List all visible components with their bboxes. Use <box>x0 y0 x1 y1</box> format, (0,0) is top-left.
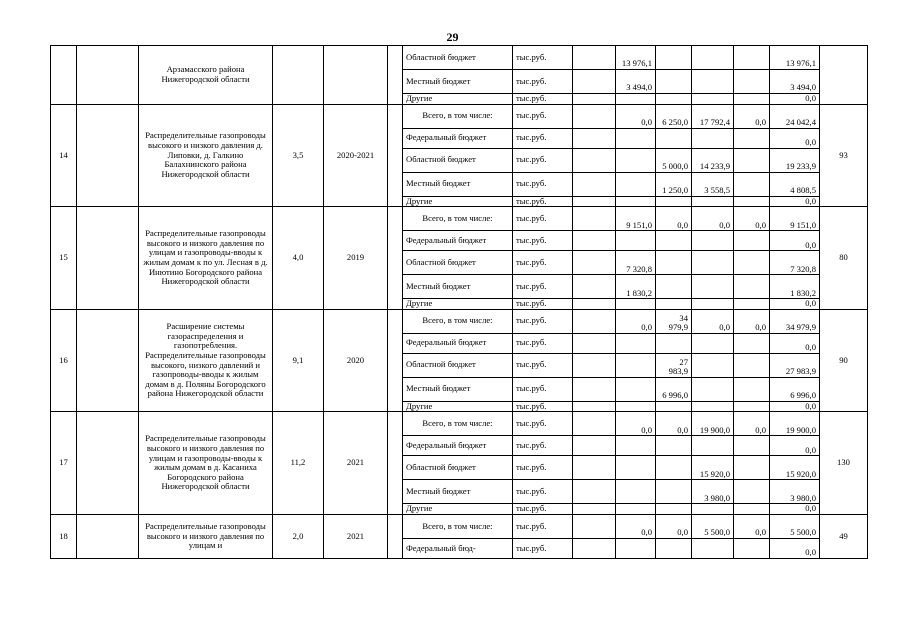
object-description: Распределительные газопроводы высокого и низкого давления д. Липовки, д. Галкино Балахнинского района Нижегородской области <box>139 104 273 207</box>
value-2022 <box>734 377 770 401</box>
row-number: 14 <box>51 104 77 207</box>
row-number: 17 <box>51 412 77 515</box>
value-total: 19 233,9 <box>770 148 820 172</box>
value-2018 <box>573 104 616 128</box>
unit-cell: тыс.руб. <box>513 456 573 480</box>
funding-source: Всего, в том числе: <box>403 309 513 333</box>
funding-source: Всего, в том числе: <box>403 514 513 538</box>
value-2018 <box>573 436 616 456</box>
value-2021 <box>692 299 734 310</box>
funding-source: Областной бюджет <box>403 148 513 172</box>
value-2019 <box>616 196 656 207</box>
unit-cell: тыс.руб. <box>513 104 573 128</box>
table-row <box>51 309 868 333</box>
empty-cell <box>77 46 139 105</box>
value-2019 <box>616 94 656 105</box>
value-2022 <box>734 299 770 310</box>
value-2021: 19 900,0 <box>692 412 734 436</box>
funding-source: Другие <box>403 504 513 515</box>
value-2022: 0,0 <box>734 514 770 538</box>
funding-source: Всего, в том числе: <box>403 207 513 231</box>
value-total: 0,0 <box>770 196 820 207</box>
value-total: 6 996,0 <box>770 377 820 401</box>
row-number: 15 <box>51 207 77 310</box>
value-2020 <box>656 128 692 148</box>
construction-years: 2020 <box>324 309 388 412</box>
unit-cell: тыс.руб. <box>513 70 573 94</box>
value-2019: 13 976,1 <box>616 46 656 70</box>
funding-source: Всего, в том числе: <box>403 412 513 436</box>
pipeline-length: 2,0 <box>273 514 324 558</box>
value-total: 3 980,0 <box>770 480 820 504</box>
unit-cell: тыс.руб. <box>513 412 573 436</box>
value-2020 <box>656 436 692 456</box>
value-2022 <box>734 401 770 412</box>
row-number: 18 <box>51 514 77 558</box>
value-2021 <box>692 46 734 70</box>
funding-source: Всего, в том числе: <box>403 104 513 128</box>
table-row <box>51 207 868 231</box>
spacer-cell <box>388 514 403 558</box>
value-2021 <box>692 196 734 207</box>
construction-years: 2019 <box>324 207 388 310</box>
value-total: 0,0 <box>770 94 820 105</box>
funding-source: Областной бюджет <box>403 456 513 480</box>
value-2018 <box>573 275 616 299</box>
value-2021 <box>692 333 734 353</box>
value-2022 <box>734 480 770 504</box>
value-2021 <box>692 128 734 148</box>
value-2021: 14 233,9 <box>692 148 734 172</box>
value-2019 <box>616 538 656 558</box>
funding-source: Другие <box>403 401 513 412</box>
value-2018 <box>573 538 616 558</box>
funding-source: Областной бюджет <box>403 46 513 70</box>
pipeline-length: 11,2 <box>273 412 324 515</box>
value-total: 0,0 <box>770 333 820 353</box>
value-2020: 0,0 <box>656 412 692 436</box>
value-2019 <box>616 480 656 504</box>
value-2020 <box>656 538 692 558</box>
value-2021: 0,0 <box>692 207 734 231</box>
value-2018 <box>573 377 616 401</box>
value-2019 <box>616 231 656 251</box>
empty-cell <box>77 514 139 558</box>
value-2019 <box>616 299 656 310</box>
table-row <box>51 412 868 436</box>
value-total: 4 808,5 <box>770 172 820 196</box>
connected-count: 80 <box>820 207 868 310</box>
value-total: 0,0 <box>770 504 820 515</box>
value-2020 <box>656 231 692 251</box>
value-2020 <box>656 333 692 353</box>
value-2019 <box>616 377 656 401</box>
value-2020 <box>656 46 692 70</box>
unit-cell: тыс.руб. <box>513 275 573 299</box>
unit-cell: тыс.руб. <box>513 480 573 504</box>
connected-count: 130 <box>820 412 868 515</box>
construction-years: 2021 <box>324 514 388 558</box>
value-2022 <box>734 70 770 94</box>
unit-cell: тыс.руб. <box>513 401 573 412</box>
value-2022 <box>734 275 770 299</box>
value-2022: 0,0 <box>734 104 770 128</box>
spacer-cell <box>388 412 403 515</box>
connected-count: 49 <box>820 514 868 558</box>
value-2021 <box>692 504 734 515</box>
value-2021: 3 558,5 <box>692 172 734 196</box>
unit-cell: тыс.руб. <box>513 504 573 515</box>
funding-source: Другие <box>403 94 513 105</box>
value-2018 <box>573 299 616 310</box>
unit-cell: тыс.руб. <box>513 196 573 207</box>
value-2022 <box>734 504 770 515</box>
value-2022 <box>734 251 770 275</box>
budget-table <box>50 45 868 559</box>
connected-count: 93 <box>820 104 868 207</box>
object-description: Арзамасского района Нижегородской области <box>139 46 273 105</box>
value-2021: 17 792,4 <box>692 104 734 128</box>
value-2019: 0,0 <box>616 104 656 128</box>
unit-cell: тыс.руб. <box>513 128 573 148</box>
connected-count: 90 <box>820 309 868 412</box>
value-2018 <box>573 128 616 148</box>
value-2018 <box>573 333 616 353</box>
object-description: Распределительные газопроводы высокого и низкого давления по улицам и газопроводы-вводы к жилым домам к по ул. Лесная в д. Инютино Богородского района Нижегородской области <box>139 207 273 310</box>
unit-cell: тыс.руб. <box>513 46 573 70</box>
value-2018 <box>573 251 616 275</box>
value-2021 <box>692 70 734 94</box>
empty-cell <box>77 207 139 310</box>
spacer-cell <box>388 46 403 105</box>
value-2020: 27 983,9 <box>656 353 692 377</box>
value-2021 <box>692 275 734 299</box>
value-2018 <box>573 309 616 333</box>
value-2022: 0,0 <box>734 309 770 333</box>
value-2018 <box>573 94 616 105</box>
value-total: 5 500,0 <box>770 514 820 538</box>
value-2020 <box>656 251 692 275</box>
value-2021: 5 500,0 <box>692 514 734 538</box>
value-2018 <box>573 504 616 515</box>
value-total: 15 920,0 <box>770 456 820 480</box>
value-2018 <box>573 480 616 504</box>
value-2018 <box>573 514 616 538</box>
value-2022 <box>734 128 770 148</box>
unit-cell: тыс.руб. <box>513 353 573 377</box>
value-total: 0,0 <box>770 299 820 310</box>
construction-years: 2020-2021 <box>324 104 388 207</box>
funding-source: Федеральный бюджет <box>403 128 513 148</box>
table-row <box>51 514 868 538</box>
value-total: 1 830,2 <box>770 275 820 299</box>
value-2018 <box>573 412 616 436</box>
value-2019: 9 151,0 <box>616 207 656 231</box>
object-description: Расширение системы газораспределения и газопотребления. Распределительные газопроводы высокого, низкого давлений и газопроводы-вводы к жилым домам в д. Поляны Богородского района Нижегородской области <box>139 309 273 412</box>
value-2021 <box>692 231 734 251</box>
value-2020: 5 000,0 <box>656 148 692 172</box>
unit-cell: тыс.руб. <box>513 251 573 275</box>
pipeline-length: 3,5 <box>273 104 324 207</box>
value-2022 <box>734 353 770 377</box>
value-2022: 0,0 <box>734 412 770 436</box>
value-total: 7 320,8 <box>770 251 820 275</box>
value-2019 <box>616 436 656 456</box>
unit-cell: тыс.руб. <box>513 309 573 333</box>
empty-cell <box>77 412 139 515</box>
funding-source: Другие <box>403 299 513 310</box>
connected-count <box>820 46 868 105</box>
unit-cell: тыс.руб. <box>513 333 573 353</box>
value-2020: 34 979,9 <box>656 309 692 333</box>
value-2019 <box>616 148 656 172</box>
page-number: 29 <box>446 30 459 44</box>
value-2022 <box>734 94 770 105</box>
value-2021 <box>692 538 734 558</box>
row-number: 16 <box>51 309 77 412</box>
value-total: 0,0 <box>770 231 820 251</box>
pipeline-length <box>273 46 324 105</box>
value-2018 <box>573 401 616 412</box>
value-2018 <box>573 46 616 70</box>
funding-source: Федеральный бюджет <box>403 436 513 456</box>
empty-cell <box>77 104 139 207</box>
construction-years: 2021 <box>324 412 388 515</box>
unit-cell: тыс.руб. <box>513 436 573 456</box>
value-2019: 0,0 <box>616 514 656 538</box>
value-2019: 1 830,2 <box>616 275 656 299</box>
funding-source: Местный бюджет <box>403 275 513 299</box>
value-2021: 15 920,0 <box>692 456 734 480</box>
unit-cell: тыс.руб. <box>513 299 573 310</box>
funding-source: Местный бюджет <box>403 70 513 94</box>
value-2019 <box>616 504 656 515</box>
value-2022 <box>734 333 770 353</box>
value-total: 27 983,9 <box>770 353 820 377</box>
value-2020: 0,0 <box>656 514 692 538</box>
spacer-cell <box>388 104 403 207</box>
funding-source: Местный бюджет <box>403 377 513 401</box>
value-total: 19 900,0 <box>770 412 820 436</box>
empty-cell <box>77 309 139 412</box>
value-2020 <box>656 504 692 515</box>
value-2019 <box>616 172 656 196</box>
value-total: 0,0 <box>770 401 820 412</box>
value-2018 <box>573 172 616 196</box>
unit-cell: тыс.руб. <box>513 207 573 231</box>
object-description: Распределительные газопроводы высокого и низкого давления по улицам и газопроводы-вводы к жилым домам в д. Касаниха Богородского района Нижегородской области <box>139 412 273 515</box>
value-total: 3 494,0 <box>770 70 820 94</box>
value-total: 13 976,1 <box>770 46 820 70</box>
unit-cell: тыс.руб. <box>513 231 573 251</box>
value-2021 <box>692 94 734 105</box>
value-2022 <box>734 148 770 172</box>
funding-source: Областной бюджет <box>403 353 513 377</box>
value-2020: 0,0 <box>656 207 692 231</box>
value-2020: 1 250,0 <box>656 172 692 196</box>
value-2021: 0,0 <box>692 309 734 333</box>
value-2020 <box>656 94 692 105</box>
value-2021 <box>692 251 734 275</box>
value-2019 <box>616 333 656 353</box>
value-2020 <box>656 275 692 299</box>
value-2020 <box>656 70 692 94</box>
value-2019: 0,0 <box>616 309 656 333</box>
unit-cell: тыс.руб. <box>513 172 573 196</box>
pipeline-length: 9,1 <box>273 309 324 412</box>
spacer-cell <box>388 309 403 412</box>
value-total: 0,0 <box>770 128 820 148</box>
value-2019: 3 494,0 <box>616 70 656 94</box>
value-2021: 3 980,0 <box>692 480 734 504</box>
value-2021 <box>692 377 734 401</box>
value-total: 0,0 <box>770 436 820 456</box>
value-2020 <box>656 480 692 504</box>
value-2020 <box>656 456 692 480</box>
value-2022 <box>734 172 770 196</box>
value-2020: 6 996,0 <box>656 377 692 401</box>
funding-source: Областной бюджет <box>403 251 513 275</box>
unit-cell: тыс.руб. <box>513 538 573 558</box>
unit-cell: тыс.руб. <box>513 514 573 538</box>
value-2021 <box>692 436 734 456</box>
value-2022 <box>734 46 770 70</box>
value-2022 <box>734 456 770 480</box>
funding-source: Федеральный бюд- <box>403 538 513 558</box>
value-2018 <box>573 196 616 207</box>
pipeline-length: 4,0 <box>273 207 324 310</box>
value-2022 <box>734 196 770 207</box>
value-2019 <box>616 128 656 148</box>
funding-source: Местный бюджет <box>403 172 513 196</box>
funding-source: Местный бюджет <box>403 480 513 504</box>
value-2018 <box>573 353 616 377</box>
value-2018 <box>573 231 616 251</box>
value-2019: 0,0 <box>616 412 656 436</box>
value-2022 <box>734 231 770 251</box>
value-2022 <box>734 436 770 456</box>
value-total: 9 151,0 <box>770 207 820 231</box>
funding-source: Федеральный бюджет <box>403 333 513 353</box>
object-description: Распределительные газопроводы высокого и низкого давления по улицам и <box>139 514 273 558</box>
funding-source: Другие <box>403 196 513 207</box>
unit-cell: тыс.руб. <box>513 148 573 172</box>
value-2020: 6 250,0 <box>656 104 692 128</box>
value-total: 34 979,9 <box>770 309 820 333</box>
funding-source: Федеральный бюджет <box>403 231 513 251</box>
value-2019 <box>616 353 656 377</box>
table-row <box>51 104 868 128</box>
unit-cell: тыс.руб. <box>513 377 573 401</box>
value-2022 <box>734 538 770 558</box>
spacer-cell <box>388 207 403 310</box>
value-2019 <box>616 456 656 480</box>
value-2018 <box>573 207 616 231</box>
value-2020 <box>656 299 692 310</box>
value-2021 <box>692 401 734 412</box>
row-number <box>51 46 77 105</box>
value-total: 0,0 <box>770 538 820 558</box>
value-2018 <box>573 70 616 94</box>
value-2019 <box>616 401 656 412</box>
construction-years <box>324 46 388 105</box>
value-2020 <box>656 401 692 412</box>
value-2021 <box>692 353 734 377</box>
value-2018 <box>573 456 616 480</box>
table-row <box>51 46 868 70</box>
unit-cell: тыс.руб. <box>513 94 573 105</box>
value-2019: 7 320,8 <box>616 251 656 275</box>
value-total: 24 042,4 <box>770 104 820 128</box>
value-2018 <box>573 148 616 172</box>
value-2020 <box>656 196 692 207</box>
value-2022: 0,0 <box>734 207 770 231</box>
